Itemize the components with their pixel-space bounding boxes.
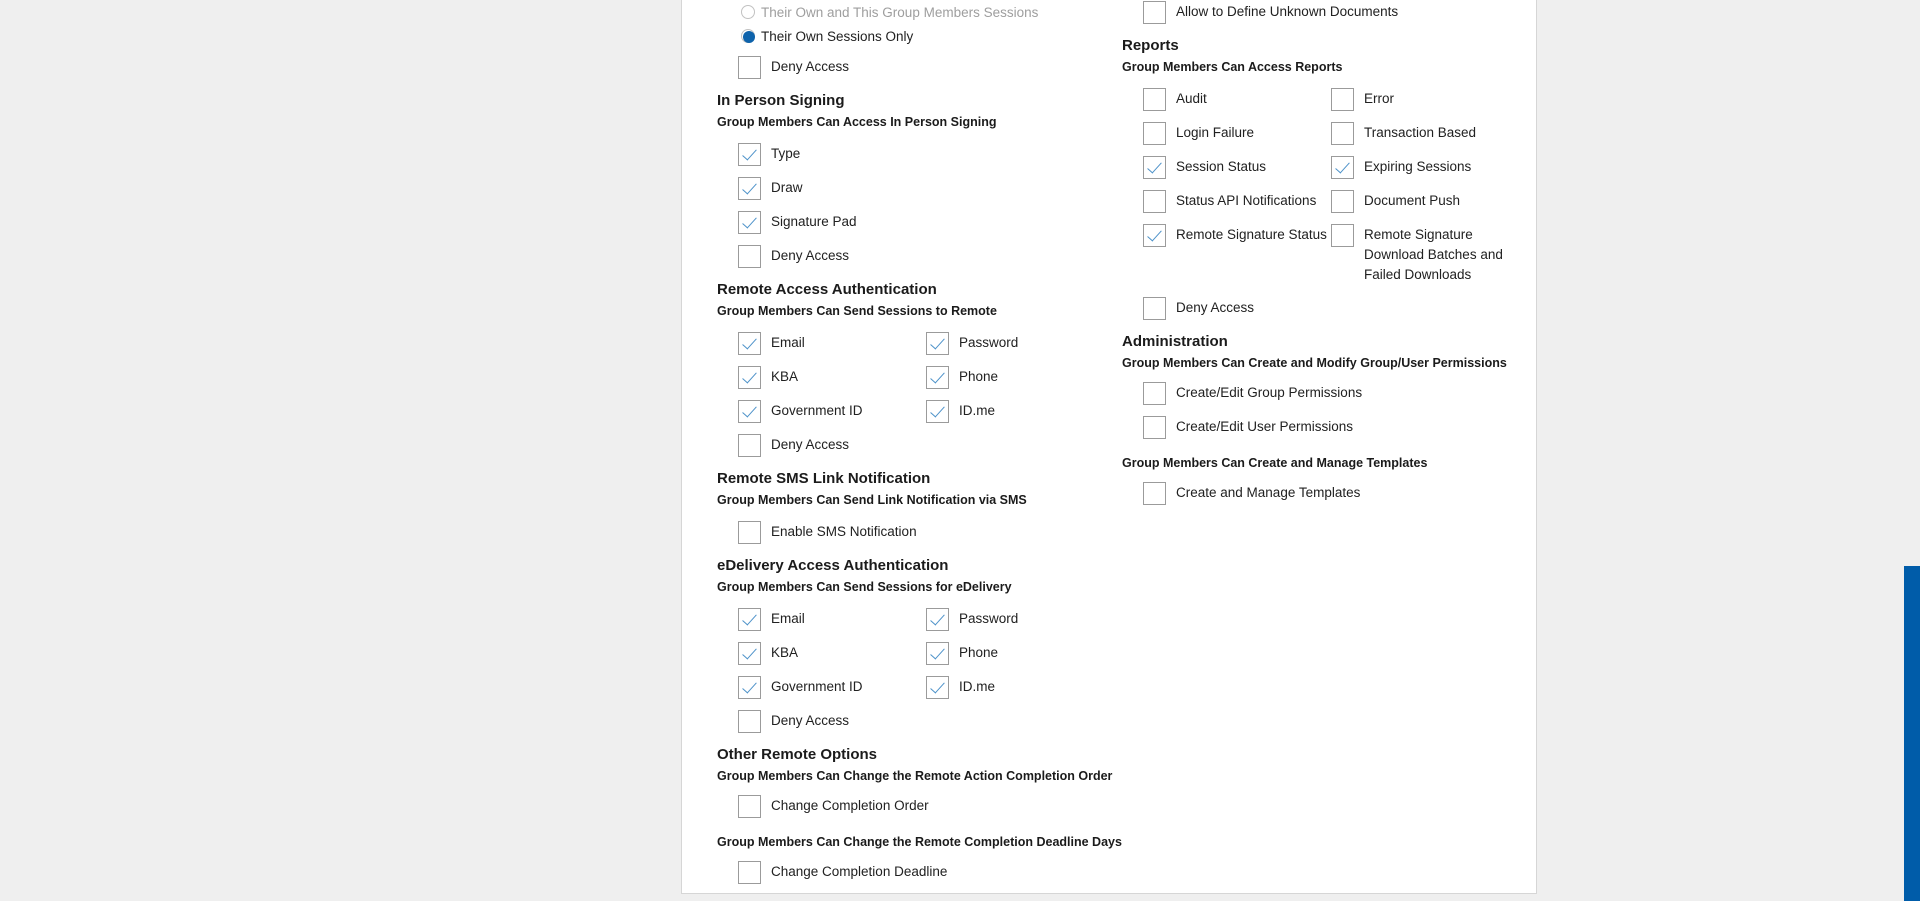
checkbox-label: Enable SMS Notification	[771, 524, 917, 539]
checkbox-label: Deny Access	[771, 437, 850, 452]
radio-label: Their Own and This Group Members Sessions	[761, 4, 1039, 20]
checkbox-icon	[1143, 122, 1166, 145]
checkbox-label: Government ID	[771, 679, 863, 694]
remote-sms-link-notification-title: Remote SMS Link Notification	[717, 470, 931, 487]
checkbox-deny-access[interactable]	[1143, 297, 1254, 320]
administration-templates-options	[1143, 482, 1522, 505]
checkbox-label: ID.me	[959, 679, 996, 694]
checkbox-email[interactable]	[738, 608, 805, 631]
group-permissions-panel	[681, 0, 1537, 894]
checkbox-change-completion-order[interactable]	[738, 795, 929, 818]
checkbox-icon	[738, 434, 761, 457]
checkbox-government-id[interactable]	[738, 400, 863, 423]
checkbox-email[interactable]	[738, 332, 805, 355]
reports-title: Reports	[1122, 37, 1179, 54]
checkbox-label: Create/Edit User Permissions	[1176, 419, 1354, 434]
checkbox-error[interactable]	[1331, 88, 1394, 111]
checkbox-remote-signature-status[interactable]	[1143, 224, 1327, 247]
left-column	[717, 0, 1149, 884]
checkbox-label: Session Status	[1176, 159, 1267, 174]
administration-templates-subtitle: Group Members Can Create and Manage Templates	[1122, 456, 1428, 470]
in-person-signing-subtitle: Group Members Can Access In Person Signing	[717, 115, 997, 129]
remote-access-authentication-options	[738, 332, 1149, 457]
checkbox-label: Expiring Sessions	[1364, 159, 1472, 174]
checkbox-government-id[interactable]	[738, 676, 863, 699]
checkbox-icon	[738, 521, 761, 544]
checkbox-label: Deny Access	[771, 59, 850, 74]
in-person-signing-options	[738, 143, 1149, 268]
checkbox-id-me[interactable]	[926, 400, 995, 423]
checkbox-icon	[738, 177, 761, 200]
checkbox-icon	[1143, 190, 1166, 213]
administration-permissions-subtitle: Group Members Can Create and Modify Group/User Permissions	[1122, 356, 1507, 370]
checkbox-icon	[738, 366, 761, 389]
checkbox-label: Error	[1364, 91, 1394, 106]
checkbox-phone[interactable]	[926, 642, 998, 665]
checkbox-icon	[926, 608, 949, 631]
checkbox-icon	[738, 143, 761, 166]
checkbox-label: Login Failure	[1176, 125, 1255, 140]
in-person-signing-title: In Person Signing	[717, 92, 845, 109]
checkbox-label: Deny Access	[1176, 300, 1255, 315]
checkbox-create-edit-group-permissions[interactable]	[1143, 382, 1362, 405]
checkbox-icon	[738, 795, 761, 818]
checkbox-icon	[1143, 382, 1166, 405]
checkbox-icon	[738, 332, 761, 355]
checkbox-icon	[1331, 156, 1354, 179]
edelivery-access-authentication-subtitle: Group Members Can Send Sessions for eDelivery	[717, 580, 1012, 594]
checkbox-label: Signature Pad	[771, 214, 857, 229]
checkbox-allow-to-define-unknown-documents[interactable]	[1143, 1, 1398, 24]
checkbox-document-push[interactable]	[1331, 190, 1460, 213]
checkbox-icon	[1331, 224, 1354, 247]
administration-permissions-options	[1143, 382, 1522, 439]
change-completion-deadline-options	[738, 861, 1149, 884]
checkbox-transaction-based[interactable]	[1331, 122, 1476, 145]
checkbox-label: Email	[771, 611, 805, 626]
remote-access-authentication-title: Remote Access Authentication	[717, 281, 937, 298]
checkbox-label: Government ID	[771, 403, 863, 418]
checkbox-label: Remote Signature Download Batches and Failed Downloads	[1364, 227, 1503, 282]
edelivery-access-authentication-title: eDelivery Access Authentication	[717, 557, 949, 574]
checkbox-id-me[interactable]	[926, 676, 995, 699]
checkbox-label: Transaction Based	[1364, 125, 1477, 140]
checkbox-draw[interactable]	[738, 177, 803, 200]
checkbox-audit[interactable]	[1143, 88, 1207, 111]
remote-sms-link-notification-options	[738, 521, 1149, 544]
other-remote-options-title: Other Remote Options	[717, 746, 878, 763]
checkbox-label: Password	[959, 611, 1019, 626]
checkbox-password[interactable]	[926, 332, 1018, 355]
checkbox-icon	[1143, 156, 1166, 179]
checkbox-label: Remote Signature Status	[1176, 227, 1327, 242]
checkbox-label: Phone	[959, 645, 999, 660]
checkbox-deny-access[interactable]	[738, 434, 849, 457]
remote-access-authentication-subtitle: Group Members Can Send Sessions to Remote	[717, 304, 997, 318]
checkbox-label: Draw	[771, 180, 803, 195]
radio-icon	[741, 29, 755, 43]
checkbox-icon	[1143, 88, 1166, 111]
checkbox-icon	[926, 642, 949, 665]
checkbox-kba[interactable]	[738, 642, 798, 665]
checkbox-icon	[738, 211, 761, 234]
checkbox-login-failure[interactable]	[1143, 122, 1254, 145]
checkbox-icon	[738, 400, 761, 423]
checkbox-icon	[1143, 416, 1166, 439]
checkbox-label: KBA	[771, 645, 799, 660]
checkbox-label: Status API Notifications	[1176, 193, 1317, 208]
checkbox-icon	[1143, 297, 1166, 320]
checkbox-icon	[1143, 482, 1166, 505]
unknown-documents-options	[1143, 1, 1522, 24]
checkbox-icon	[926, 332, 949, 355]
reports-options	[1143, 88, 1522, 285]
checkbox-label: Type	[771, 146, 801, 161]
checkbox-label: Password	[959, 335, 1019, 350]
checkbox-icon	[1331, 122, 1354, 145]
checkbox-phone[interactable]	[926, 366, 998, 389]
radio-their-own-and-this-group-members-sessions[interactable]	[741, 0, 1149, 24]
radio-label: Their Own Sessions Only	[761, 28, 914, 44]
checkbox-label: Create and Manage Templates	[1176, 485, 1361, 500]
checkbox-icon	[1143, 224, 1166, 247]
checkbox-label: ID.me	[959, 403, 996, 418]
edelivery-access-authentication-options	[738, 608, 1149, 733]
checkbox-icon	[738, 245, 761, 268]
radio-icon	[741, 5, 755, 19]
checkbox-signature-pad[interactable]	[738, 211, 857, 234]
checkbox-label: Deny Access	[771, 248, 850, 263]
checkbox-icon	[738, 676, 761, 699]
checkbox-create-edit-user-permissions[interactable]	[1143, 416, 1353, 439]
checkbox-password[interactable]	[926, 608, 1018, 631]
checkbox-icon	[738, 56, 761, 79]
checkbox-icon	[926, 400, 949, 423]
checkbox-icon	[926, 676, 949, 699]
checkbox-remote-signature-download-batches-and-failed-downloads[interactable]	[1331, 224, 1504, 285]
checkbox-icon	[1331, 190, 1354, 213]
checkbox-deny-access[interactable]	[738, 56, 849, 79]
checkbox-icon	[738, 861, 761, 884]
checkbox-icon	[1331, 88, 1354, 111]
checkbox-label: Change Completion Deadline	[771, 864, 948, 879]
checkbox-label: Change Completion Order	[771, 798, 929, 813]
checkbox-kba[interactable]	[738, 366, 798, 389]
checkbox-expiring-sessions[interactable]	[1331, 156, 1471, 179]
session-visibility-radio-group	[741, 0, 1149, 48]
checkbox-change-completion-deadline[interactable]	[738, 861, 947, 884]
checkbox-label: Create/Edit Group Permissions	[1176, 385, 1363, 400]
checkbox-create-and-manage-templates[interactable]	[1143, 482, 1360, 505]
reports-deny-group	[1143, 297, 1522, 320]
session-visibility-deny-group	[738, 56, 1149, 79]
checkbox-icon	[738, 642, 761, 665]
checkbox-label: KBA	[771, 369, 799, 384]
administration-title: Administration	[1122, 333, 1228, 350]
checkbox-label: Deny Access	[771, 713, 850, 728]
scrollbar-thumb[interactable]	[1904, 566, 1920, 901]
right-column	[1122, 0, 1522, 505]
checkbox-label: Audit	[1176, 91, 1207, 106]
change-completion-deadline-subtitle: Group Members Can Change the Remote Completion Deadline Days	[717, 835, 1122, 849]
remote-sms-link-notification-subtitle: Group Members Can Send Link Notification via SMS	[717, 493, 1027, 507]
checkbox-icon	[738, 608, 761, 631]
checkbox-label: Document Push	[1364, 193, 1461, 208]
checkbox-session-status[interactable]	[1143, 156, 1266, 179]
checkbox-deny-access[interactable]	[738, 710, 849, 733]
checkbox-status-api-notifications[interactable]	[1143, 190, 1316, 213]
checkbox-deny-access[interactable]	[738, 245, 849, 268]
checkbox-icon	[738, 710, 761, 733]
change-completion-order-subtitle: Group Members Can Change the Remote Action Completion Order	[717, 769, 1113, 783]
checkbox-label: Email	[771, 335, 805, 350]
checkbox-icon	[926, 366, 949, 389]
checkbox-enable-sms-notification[interactable]	[738, 521, 917, 544]
checkbox-label: Phone	[959, 369, 999, 384]
checkbox-label: Allow to Define Unknown Documents	[1176, 4, 1399, 19]
change-completion-order-options	[738, 795, 1149, 818]
checkbox-icon	[1143, 1, 1166, 24]
checkbox-type[interactable]	[738, 143, 800, 166]
radio-their-own-sessions-only[interactable]	[741, 24, 1149, 48]
reports-subtitle: Group Members Can Access Reports	[1122, 60, 1343, 74]
